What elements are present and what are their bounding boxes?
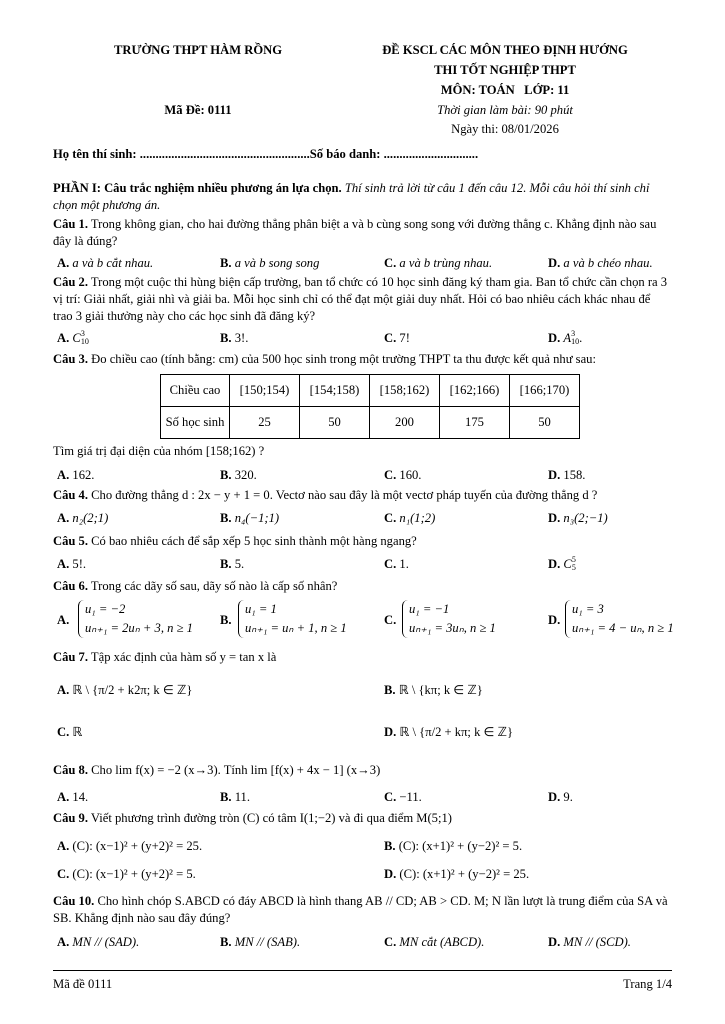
q10-options bbox=[0, 934, 725, 952]
q9-option-b[interactable]: B. (C): (x+1)² + (y−2)² = 5. bbox=[384, 839, 523, 853]
q7-label: Câu 7. bbox=[53, 650, 88, 664]
q10-option-d[interactable]: D. MN // (SCD). bbox=[548, 935, 631, 949]
q6-option-c-letter: C. bbox=[384, 613, 397, 627]
q3-question: Tìm giá trị đại diện của nhóm [158;162) ? bbox=[53, 444, 265, 458]
q5-option-d[interactable]: D. C 5 5 bbox=[548, 555, 576, 572]
q10-option-c[interactable]: C. MN cắt (ABCD). bbox=[384, 935, 485, 949]
q6-option-a-letter: A. bbox=[57, 613, 70, 627]
q3-label: Câu 3. bbox=[53, 352, 88, 366]
q9-options-row1 bbox=[0, 838, 725, 856]
q1-text: Trong không gian, cho hai đường thẳng phân biệt a và b cùng song song với đường thẳng c. Khẳng định nào sau đây là đúng? bbox=[53, 217, 657, 248]
q6-option-a[interactable]: u₁ = −2 uₙ₊₁ = 2uₙ + 3, n ≥ 1 bbox=[78, 600, 193, 638]
q8-option-b[interactable]: B. 11. bbox=[220, 790, 250, 804]
q2-label: Câu 2. bbox=[53, 275, 88, 289]
q4-text: Cho đường thẳng d : 2x − y + 1 = 0. Vectơ nào sau đây là một vectơ pháp tuyến của đường thẳng d ? bbox=[88, 488, 598, 502]
exam-title-1: ĐỀ KSCL CÁC MÔN THEO ĐỊNH HƯỚNG bbox=[382, 43, 628, 57]
q3-option-b[interactable]: B. 320. bbox=[220, 468, 257, 482]
q9-option-d[interactable]: D. (C): (x+1)² + (y−2)² = 25. bbox=[384, 867, 530, 881]
q6-option-b[interactable]: u₁ = 1 uₙ₊₁ = uₙ + 1, n ≥ 1 bbox=[238, 600, 347, 638]
table-cell: [154;158) bbox=[300, 375, 370, 407]
table-row bbox=[161, 407, 580, 439]
q10-text: Cho hình chóp S.ABCD có đáy ABCD là hình thang AB // CD; AB > CD. M; N lần lượt là trung điểm của SA và SB. Khẳng định nào sau đây đúng? bbox=[53, 894, 668, 925]
q3-option-d[interactable]: D. 158. bbox=[548, 468, 586, 482]
q5-options bbox=[0, 556, 725, 574]
footer-page: Trang 1/4 bbox=[623, 977, 672, 991]
table-header-cell: Chiều cao bbox=[161, 375, 230, 407]
q7-options-row1 bbox=[0, 678, 725, 702]
q5-option-a[interactable]: A. 5!. bbox=[57, 557, 87, 571]
height-table bbox=[160, 374, 580, 439]
q4-label: Câu 4. bbox=[53, 488, 88, 502]
table-cell: 175 bbox=[440, 407, 510, 439]
table-cell: 50 bbox=[300, 407, 370, 439]
exam-date: Ngày thi: 08/01/2026 bbox=[451, 122, 559, 136]
exam-code: Mã Đề: 0111 bbox=[164, 103, 232, 117]
q8-option-c[interactable]: C. −11. bbox=[384, 790, 422, 804]
table-cell: [162;166) bbox=[440, 375, 510, 407]
q10-option-b[interactable]: B. MN // (SAB). bbox=[220, 935, 301, 949]
q2-option-d[interactable]: D. A 3 10 . bbox=[548, 329, 583, 346]
q7-options-row2 bbox=[0, 722, 725, 746]
table-cell: [150;154) bbox=[230, 375, 300, 407]
table-row bbox=[161, 375, 580, 407]
q4-option-a[interactable]: A. n₂(2;1) bbox=[57, 511, 109, 525]
table-cell: 200 bbox=[370, 407, 440, 439]
subject-line: MÔN: TOÁN LỚP: 11 bbox=[440, 83, 570, 97]
question-9 bbox=[53, 810, 452, 827]
q8-option-a[interactable]: A. 14. bbox=[57, 790, 89, 804]
question-8 bbox=[53, 762, 380, 779]
table-cell: 50 bbox=[510, 407, 580, 439]
q1-option-d[interactable]: D. a và b chéo nhau. bbox=[548, 256, 653, 270]
q8-text: Cho lim f(x) = −2 (x→3). Tính lim [f(x) + 4x − 1] (x→3) bbox=[88, 763, 381, 777]
question-6 bbox=[53, 578, 337, 595]
table-cell: [166;170) bbox=[510, 375, 580, 407]
q2-option-c[interactable]: C. 7! bbox=[384, 331, 410, 345]
section-title: PHẦN I: Câu trắc nghiệm nhiều phương án lựa chọn. bbox=[53, 181, 342, 195]
q7-option-a[interactable]: A. ℝ \ {π/2 + k2π; k ∈ ℤ} bbox=[57, 683, 193, 697]
q10-option-a[interactable]: A. MN // (SAD). bbox=[57, 935, 140, 949]
question-10 bbox=[53, 893, 673, 927]
q4-options bbox=[0, 510, 725, 528]
q7-option-b[interactable]: B. ℝ \ {kπ; k ∈ ℤ} bbox=[384, 683, 483, 697]
section-note: Thí sinh trả lời từ câu 1 đến câu 12. Mỗi câu hỏi thí sinh chỉ chọn một phương án. bbox=[53, 181, 650, 212]
q6-option-d-letter: D. bbox=[548, 613, 561, 627]
q5-option-b[interactable]: B. 5. bbox=[220, 557, 245, 571]
q6-text: Trong các dãy số sau, dãy số nào là cấp số nhân? bbox=[88, 579, 338, 593]
q1-options bbox=[0, 255, 725, 273]
q7-text: Tập xác định của hàm số y = tan x là bbox=[88, 650, 277, 664]
q6-options bbox=[0, 600, 725, 644]
q7-option-c[interactable]: C. ℝ bbox=[57, 725, 83, 739]
q7-option-d[interactable]: D. ℝ \ {π/2 + kπ; k ∈ ℤ} bbox=[384, 725, 514, 739]
q3-text: Đo chiều cao (tính bằng: cm) của 500 học sinh trong một trường THPT ta thu được kết quả như sau: bbox=[88, 352, 596, 366]
question-2 bbox=[53, 274, 673, 325]
q8-option-d[interactable]: D. 9. bbox=[548, 790, 573, 804]
q2-option-b[interactable]: B. 3!. bbox=[220, 331, 249, 345]
q2-option-a[interactable]: A. C 3 10 bbox=[57, 329, 89, 346]
q2-options bbox=[0, 330, 725, 348]
q1-option-b[interactable]: B. a và b song song bbox=[220, 256, 320, 270]
school-name: TRƯỜNG THPT HÀM RỒNG bbox=[113, 43, 283, 57]
duration: Thời gian làm bài: 90 phút bbox=[437, 103, 573, 117]
footer-code: Mã đề 0111 bbox=[53, 977, 113, 991]
q8-options bbox=[0, 789, 725, 807]
q5-text: Có bao nhiêu cách để sắp xếp 5 học sinh thành một hàng ngang? bbox=[88, 534, 417, 548]
q9-option-a[interactable]: A. (C): (x−1)² + (y+2)² = 25. bbox=[57, 839, 203, 853]
q4-option-d[interactable]: D. n₃(2;−1) bbox=[548, 511, 608, 525]
q6-label: Câu 6. bbox=[53, 579, 88, 593]
q9-label: Câu 9. bbox=[53, 811, 88, 825]
q4-option-c[interactable]: C. n₁(1;2) bbox=[384, 511, 436, 525]
table-cell: 25 bbox=[230, 407, 300, 439]
candidate-line: Họ tên thí sinh: ......................................................Số báo danh: .............................. bbox=[53, 147, 479, 161]
question-5 bbox=[53, 533, 417, 550]
q5-option-c[interactable]: C. 1. bbox=[384, 557, 409, 571]
q6-option-b-letter: B. bbox=[220, 613, 232, 627]
table-cell: [158;162) bbox=[370, 375, 440, 407]
q6-option-d[interactable]: u₁ = 3 uₙ₊₁ = 4 − uₙ, n ≥ 1 bbox=[565, 600, 674, 638]
exam-title-2: THI TỐT NGHIỆP THPT bbox=[434, 63, 576, 77]
q3-option-c[interactable]: C. 160. bbox=[384, 468, 422, 482]
question-3 bbox=[53, 351, 673, 368]
q5-label: Câu 5. bbox=[53, 534, 88, 548]
q1-option-a[interactable]: A. a và b cắt nhau. bbox=[57, 256, 154, 270]
q9-option-c[interactable]: C. (C): (x−1)² + (y+2)² = 5. bbox=[57, 867, 196, 881]
q2-text: Trong một cuộc thi hùng biện cấp trường, ban tổ chức có 10 học sinh đăng ký tham gia. Ban tổ chức cần chọn ra 3 vị trí: Giải nhất, giải nhì và giải ba. Mỗi học sinh chỉ có thể đạt một giải duy nhất. Hỏi có bao nhiêu cách khác nhau để trao 3 giải thưởng này cho các học sinh đã đăng ký? bbox=[53, 275, 668, 323]
q1-option-c[interactable]: C. a và b trùng nhau. bbox=[384, 256, 493, 270]
q4-option-b[interactable]: B. n₄(−1;1) bbox=[220, 511, 280, 525]
question-7 bbox=[53, 649, 276, 666]
q10-label: Câu 10. bbox=[53, 894, 95, 908]
q8-label: Câu 8. bbox=[53, 763, 88, 777]
q9-text: Viết phương trình đường tròn (C) có tâm I(1;−2) và đi qua điểm M(5;1) bbox=[88, 811, 452, 825]
question-4 bbox=[53, 487, 693, 504]
footer-divider bbox=[53, 970, 672, 971]
q3-option-a[interactable]: A. 162. bbox=[57, 468, 95, 482]
q3-options bbox=[0, 467, 725, 485]
q9-options-row2 bbox=[0, 866, 725, 884]
section-header bbox=[53, 180, 673, 214]
table-header-cell: Số học sinh bbox=[161, 407, 230, 439]
q6-option-c[interactable]: u₁ = −1 uₙ₊₁ = 3uₙ, n ≥ 1 bbox=[402, 600, 496, 638]
q1-label: Câu 1. bbox=[53, 217, 88, 231]
question-1 bbox=[53, 216, 673, 250]
